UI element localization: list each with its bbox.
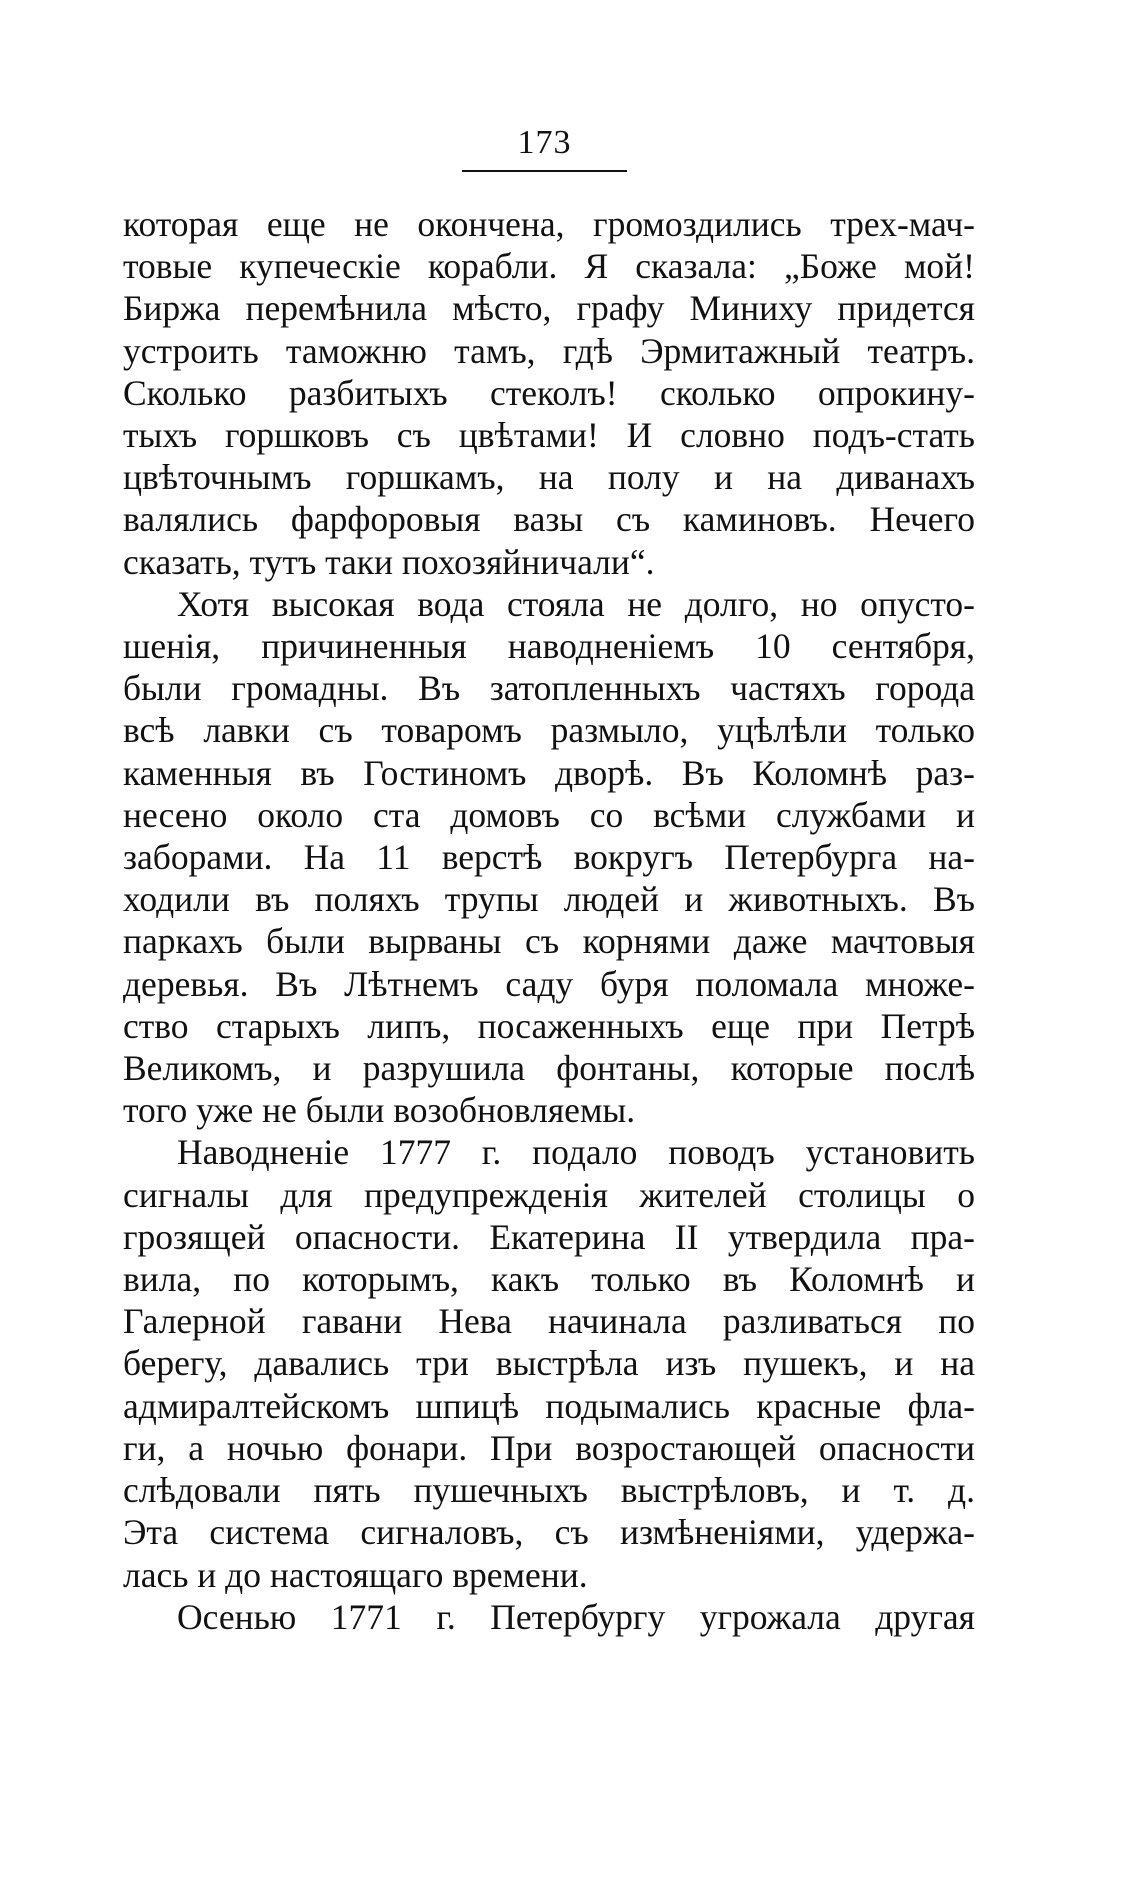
text-line: вила, по которымъ, какъ только въ Коломнѣ и [123, 1259, 975, 1300]
paragraph [123, 583, 975, 1132]
text-line: которая еще не окончена, громоздились трех-мач- [123, 204, 975, 244]
text-line: Эта система сигналовъ, съ измѣненіями, удержа- [123, 1512, 975, 1553]
text-line: грозящей опасности. Екатерина II утвердила пра- [123, 1216, 975, 1257]
paragraph [123, 1596, 975, 1638]
body-text [123, 203, 975, 1638]
text-line: лась и до настоящаго времени. [123, 1554, 588, 1595]
text-line: каменныя въ Гостиномъ дворѣ. Въ Коломнѣ раз- [123, 752, 975, 793]
paragraph [123, 203, 975, 583]
text-line: сказать, тутъ таки похозяйничали“. [123, 541, 655, 582]
text-line: тыхъ горшковъ съ цвѣтами! И словно подъ-стать [123, 415, 975, 456]
text-line: Биржа перемѣнила мѣсто, графу Миниху придется [123, 288, 975, 329]
text-line: Наводненіе 1777 г. подало поводъ установить [177, 1132, 975, 1173]
text-line: Осенью 1771 г. Петербургу угрожала другая [177, 1596, 975, 1637]
text-line: ходили въ поляхъ трупы людей и животныхъ. Въ [123, 879, 975, 920]
text-line: несено около ста домовъ со всѣми службами и [123, 794, 975, 835]
text-line: шенія, причиненныя наводненіемъ 10 сентября, [123, 626, 975, 667]
text-line: того уже не были возобновляемы. [123, 1090, 636, 1131]
text-line: были громадны. Въ затопленныхъ частяхъ города [123, 668, 975, 709]
text-line: цвѣточнымъ горшкамъ, на полу и на диванахъ [123, 457, 975, 498]
text-line: Великомъ, и разрушила фонтаны, которые послѣ [123, 1048, 975, 1089]
text-line: всѣ лавки съ товаромъ размыло, уцѣлѣли только [123, 710, 975, 751]
text-line: Хотя высокая вода стояла не долго, но опусто- [177, 583, 975, 624]
text-line: сигналы для предупрежденія жителей столицы о [123, 1174, 975, 1215]
text-line: деревья. Въ Лѣтнемъ саду буря поломала множе- [123, 963, 975, 1004]
text-line: товые купеческіе корабли. Я сказала: „Боже мой! [123, 246, 975, 287]
paragraph [123, 1131, 975, 1595]
text-line: берегу, давались три выстрѣла изъ пушекъ, и на [123, 1343, 975, 1384]
page-number-rule [462, 170, 627, 172]
text-line: паркахъ были вырваны съ корнями даже мачтовыя [123, 921, 975, 962]
text-line: адмиралтейскомъ шпицѣ подымались красные фла- [123, 1385, 975, 1426]
page-number: 173 [517, 124, 572, 161]
text-line: Сколько разбитыхъ стеколъ! сколько опрокину- [123, 372, 975, 413]
text-line: ство старыхъ липъ, посаженныхъ еще при Петрѣ [123, 1005, 975, 1046]
text-line: заборами. На 11 верстѣ вокругъ Петербурга на- [123, 837, 975, 878]
text-line: Галерной гавани Нева начинала разливаться по [123, 1301, 975, 1342]
text-line: ги, а ночью фонари. При возростающей опасности [123, 1427, 975, 1468]
text-line: устроить таможню тамъ, гдѣ Эрмитажный театръ. [123, 330, 975, 371]
text-line: валялись фарфоровыя вазы съ каминовъ. Нечего [123, 499, 975, 540]
text-line: слѣдовали пять пушечныхъ выстрѣловъ, и т. д. [123, 1470, 975, 1511]
